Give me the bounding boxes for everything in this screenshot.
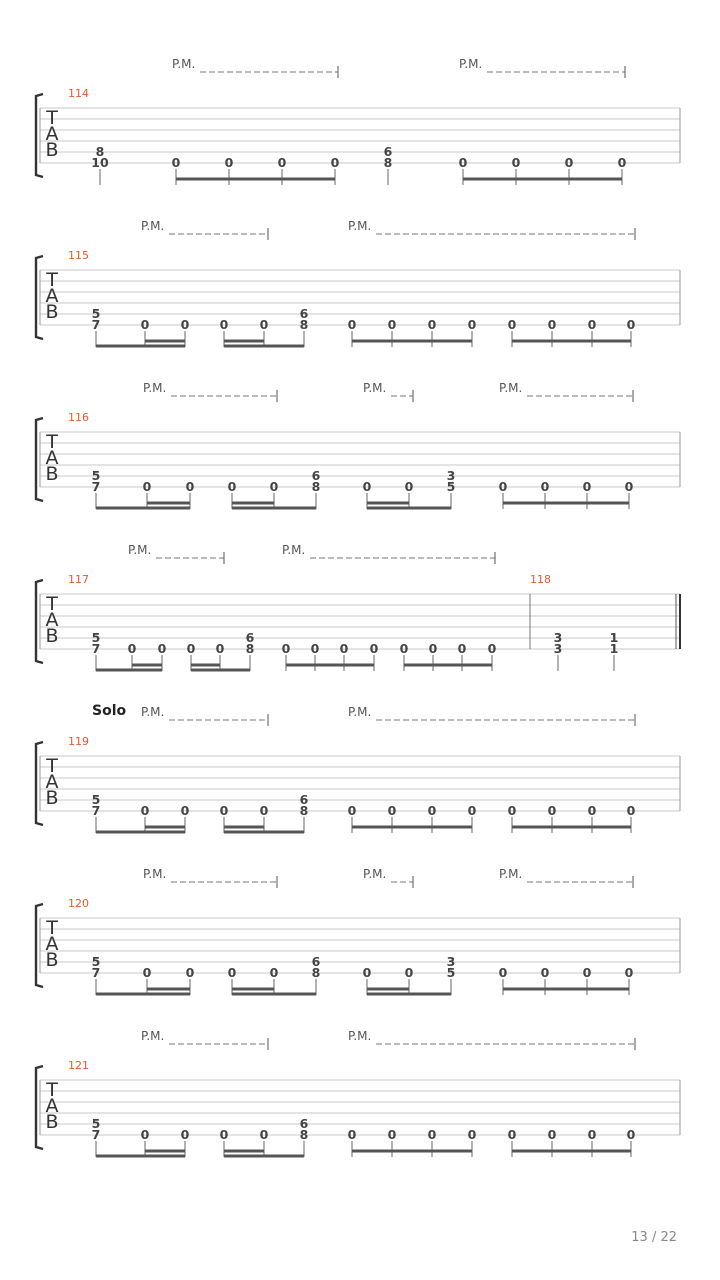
fret-number: 0 — [404, 965, 414, 980]
fret-number: 0 — [626, 803, 636, 818]
fret-number: 6 — [311, 468, 321, 483]
fret-number: 8 — [299, 317, 309, 332]
fret-number: 0 — [498, 479, 508, 494]
tab-staff-svg — [0, 1027, 720, 1189]
fret-number: 0 — [582, 479, 592, 494]
fret-number: 0 — [467, 803, 477, 818]
fret-number: 0 — [186, 641, 196, 656]
fret-number: 0 — [547, 317, 557, 332]
fret-number: 8 — [299, 1127, 309, 1142]
tab-clef-letter: B — [45, 463, 59, 485]
fret-number: 0 — [399, 641, 409, 656]
fret-number: 3 — [553, 630, 563, 645]
fret-number: 0 — [458, 155, 468, 170]
tab-system-3 — [0, 379, 720, 541]
fret-number: 5 — [446, 965, 456, 980]
tab-clef-letter: T — [46, 593, 58, 615]
palm-mute-label: P.M. — [143, 867, 167, 881]
fret-number: 0 — [540, 479, 550, 494]
measure-number: 121 — [68, 1059, 89, 1072]
tab-system-5 — [0, 703, 720, 865]
palm-mute-label: P.M. — [459, 57, 483, 71]
fret-number: 0 — [215, 641, 225, 656]
fret-number: 0 — [467, 1127, 477, 1142]
palm-mute-label: P.M. — [348, 219, 372, 233]
fret-number: 0 — [227, 965, 237, 980]
fret-number: 0 — [347, 803, 357, 818]
fret-number: 0 — [269, 479, 279, 494]
fret-number: 0 — [540, 965, 550, 980]
tab-clef-letter: B — [45, 949, 59, 971]
fret-number: 8 — [95, 144, 105, 159]
fret-number: 0 — [219, 803, 229, 818]
fret-number: 0 — [487, 641, 497, 656]
fret-number: 0 — [140, 1127, 150, 1142]
palm-mute-label: P.M. — [172, 57, 196, 71]
fret-number: 3 — [446, 468, 456, 483]
tab-clef-letter: A — [45, 933, 59, 955]
fret-number: 0 — [547, 803, 557, 818]
tab-clef-letter: A — [45, 447, 59, 469]
fret-number: 6 — [299, 306, 309, 321]
tab-staff-svg — [0, 541, 720, 703]
fret-number: 7 — [91, 965, 101, 980]
fret-number: 5 — [446, 479, 456, 494]
fret-number: 0 — [171, 155, 181, 170]
fret-number: 3 — [553, 641, 563, 656]
fret-number: 0 — [511, 155, 521, 170]
palm-mute-label: P.M. — [348, 1029, 372, 1043]
tab-clef-letter: T — [46, 269, 58, 291]
fret-number: 5 — [91, 468, 101, 483]
fret-number: 8 — [311, 965, 321, 980]
fret-number: 0 — [547, 1127, 557, 1142]
fret-number: 6 — [311, 954, 321, 969]
fret-number: 0 — [369, 641, 379, 656]
fret-number: 0 — [127, 641, 137, 656]
tab-system-4 — [0, 541, 720, 703]
fret-number: 0 — [387, 317, 397, 332]
fret-number: 0 — [587, 1127, 597, 1142]
fret-number: 0 — [227, 479, 237, 494]
measure-number: 115 — [68, 249, 89, 262]
fret-number: 7 — [91, 1127, 101, 1142]
palm-mute-label: P.M. — [141, 219, 165, 233]
fret-number: 0 — [587, 803, 597, 818]
fret-number: 0 — [427, 317, 437, 332]
fret-number: 0 — [142, 479, 152, 494]
tab-clef-letter: T — [46, 431, 58, 453]
fret-number: 7 — [91, 317, 101, 332]
fret-number: 0 — [624, 479, 634, 494]
fret-number: 0 — [626, 1127, 636, 1142]
palm-mute-label: P.M. — [363, 867, 387, 881]
tab-clef-letter: A — [45, 771, 59, 793]
section-label: Solo — [92, 703, 127, 719]
fret-number: 0 — [157, 641, 167, 656]
fret-number: 0 — [180, 803, 190, 818]
tab-staff-svg — [0, 703, 720, 865]
tab-clef-letter: A — [45, 123, 59, 145]
fret-number: 0 — [428, 641, 438, 656]
fret-number: 0 — [140, 317, 150, 332]
tab-clef-letter: A — [45, 1095, 59, 1117]
tab-staff-svg — [0, 55, 720, 217]
fret-number: 0 — [507, 803, 517, 818]
tab-clef-letter: T — [46, 755, 58, 777]
fret-number: 0 — [277, 155, 287, 170]
fret-number: 8 — [311, 479, 321, 494]
tab-system-7 — [0, 1027, 720, 1189]
fret-number: 0 — [498, 965, 508, 980]
fret-number: 5 — [91, 630, 101, 645]
tab-system-6 — [0, 865, 720, 1027]
fret-number: 5 — [91, 1116, 101, 1131]
palm-mute-label: P.M. — [128, 543, 152, 557]
fret-number: 0 — [259, 803, 269, 818]
fret-number: 0 — [626, 317, 636, 332]
tab-clef-letter: T — [46, 107, 58, 129]
measure-number: 118 — [530, 573, 551, 586]
tab-clef-letter: B — [45, 139, 59, 161]
fret-number: 0 — [224, 155, 234, 170]
tab-clef-letter: B — [45, 301, 59, 323]
fret-number: 0 — [185, 479, 195, 494]
measure-number: 116 — [68, 411, 89, 424]
fret-number: 0 — [259, 1127, 269, 1142]
fret-number: 1 — [609, 630, 619, 645]
tab-staff-svg — [0, 865, 720, 1027]
fret-number: 0 — [185, 965, 195, 980]
fret-number: 0 — [142, 965, 152, 980]
measure-number: 114 — [68, 87, 89, 100]
fret-number: 0 — [219, 317, 229, 332]
fret-number: 0 — [624, 965, 634, 980]
fret-number: 0 — [582, 965, 592, 980]
tab-clef-letter: T — [46, 917, 58, 939]
fret-number: 7 — [91, 641, 101, 656]
tab-clef-letter: B — [45, 625, 59, 647]
tab-clef-letter: A — [45, 285, 59, 307]
fret-number: 0 — [404, 479, 414, 494]
palm-mute-label: P.M. — [143, 381, 167, 395]
fret-number: 1 — [609, 641, 619, 656]
fret-number: 8 — [299, 803, 309, 818]
fret-number: 0 — [587, 317, 597, 332]
fret-number: 8 — [383, 155, 393, 170]
fret-number: 6 — [299, 792, 309, 807]
fret-number: 0 — [564, 155, 574, 170]
fret-number: 0 — [180, 317, 190, 332]
fret-number: 0 — [269, 965, 279, 980]
fret-number: 7 — [91, 803, 101, 818]
fret-number: 0 — [259, 317, 269, 332]
fret-number: 0 — [281, 641, 291, 656]
tab-staff-svg — [0, 217, 720, 379]
fret-number: 0 — [387, 1127, 397, 1142]
fret-number: 5 — [91, 306, 101, 321]
palm-mute-label: P.M. — [499, 867, 523, 881]
fret-number: 7 — [91, 479, 101, 494]
fret-number: 0 — [339, 641, 349, 656]
fret-number: 0 — [347, 1127, 357, 1142]
fret-number: 0 — [362, 479, 372, 494]
fret-number: 5 — [91, 954, 101, 969]
fret-number: 0 — [427, 803, 437, 818]
fret-number: 0 — [180, 1127, 190, 1142]
tab-system-2 — [0, 217, 720, 379]
palm-mute-label: P.M. — [141, 1029, 165, 1043]
palm-mute-label: P.M. — [363, 381, 387, 395]
palm-mute-label: P.M. — [348, 705, 372, 719]
fret-number: 0 — [330, 155, 340, 170]
tab-clef-letter: B — [45, 1111, 59, 1133]
fret-number: 3 — [446, 954, 456, 969]
palm-mute-label: P.M. — [499, 381, 523, 395]
fret-number: 0 — [219, 1127, 229, 1142]
measure-number: 119 — [68, 735, 89, 748]
palm-mute-label: P.M. — [141, 705, 165, 719]
measure-number: 117 — [68, 573, 89, 586]
measure-number: 120 — [68, 897, 89, 910]
tab-system-1 — [0, 55, 720, 217]
fret-number: 6 — [299, 1116, 309, 1131]
fret-number: 0 — [427, 1127, 437, 1142]
fret-number: 0 — [387, 803, 397, 818]
fret-number: 0 — [310, 641, 320, 656]
tab-clef-letter: B — [45, 787, 59, 809]
fret-number: 10 — [91, 155, 109, 170]
fret-number: 6 — [245, 630, 255, 645]
fret-number: 0 — [362, 965, 372, 980]
fret-number: 0 — [140, 803, 150, 818]
page-number: 13 / 22 — [631, 1230, 677, 1245]
fret-number: 5 — [91, 792, 101, 807]
palm-mute-label: P.M. — [282, 543, 306, 557]
fret-number: 0 — [507, 1127, 517, 1142]
fret-number: 0 — [507, 317, 517, 332]
fret-number: 0 — [457, 641, 467, 656]
fret-number: 8 — [245, 641, 255, 656]
fret-number: 0 — [467, 317, 477, 332]
fret-number: 0 — [347, 317, 357, 332]
tab-clef-letter: A — [45, 609, 59, 631]
tab-clef-letter: T — [46, 1079, 58, 1101]
fret-number: 6 — [383, 144, 393, 159]
fret-number: 0 — [617, 155, 627, 170]
tab-staff-svg — [0, 379, 720, 541]
